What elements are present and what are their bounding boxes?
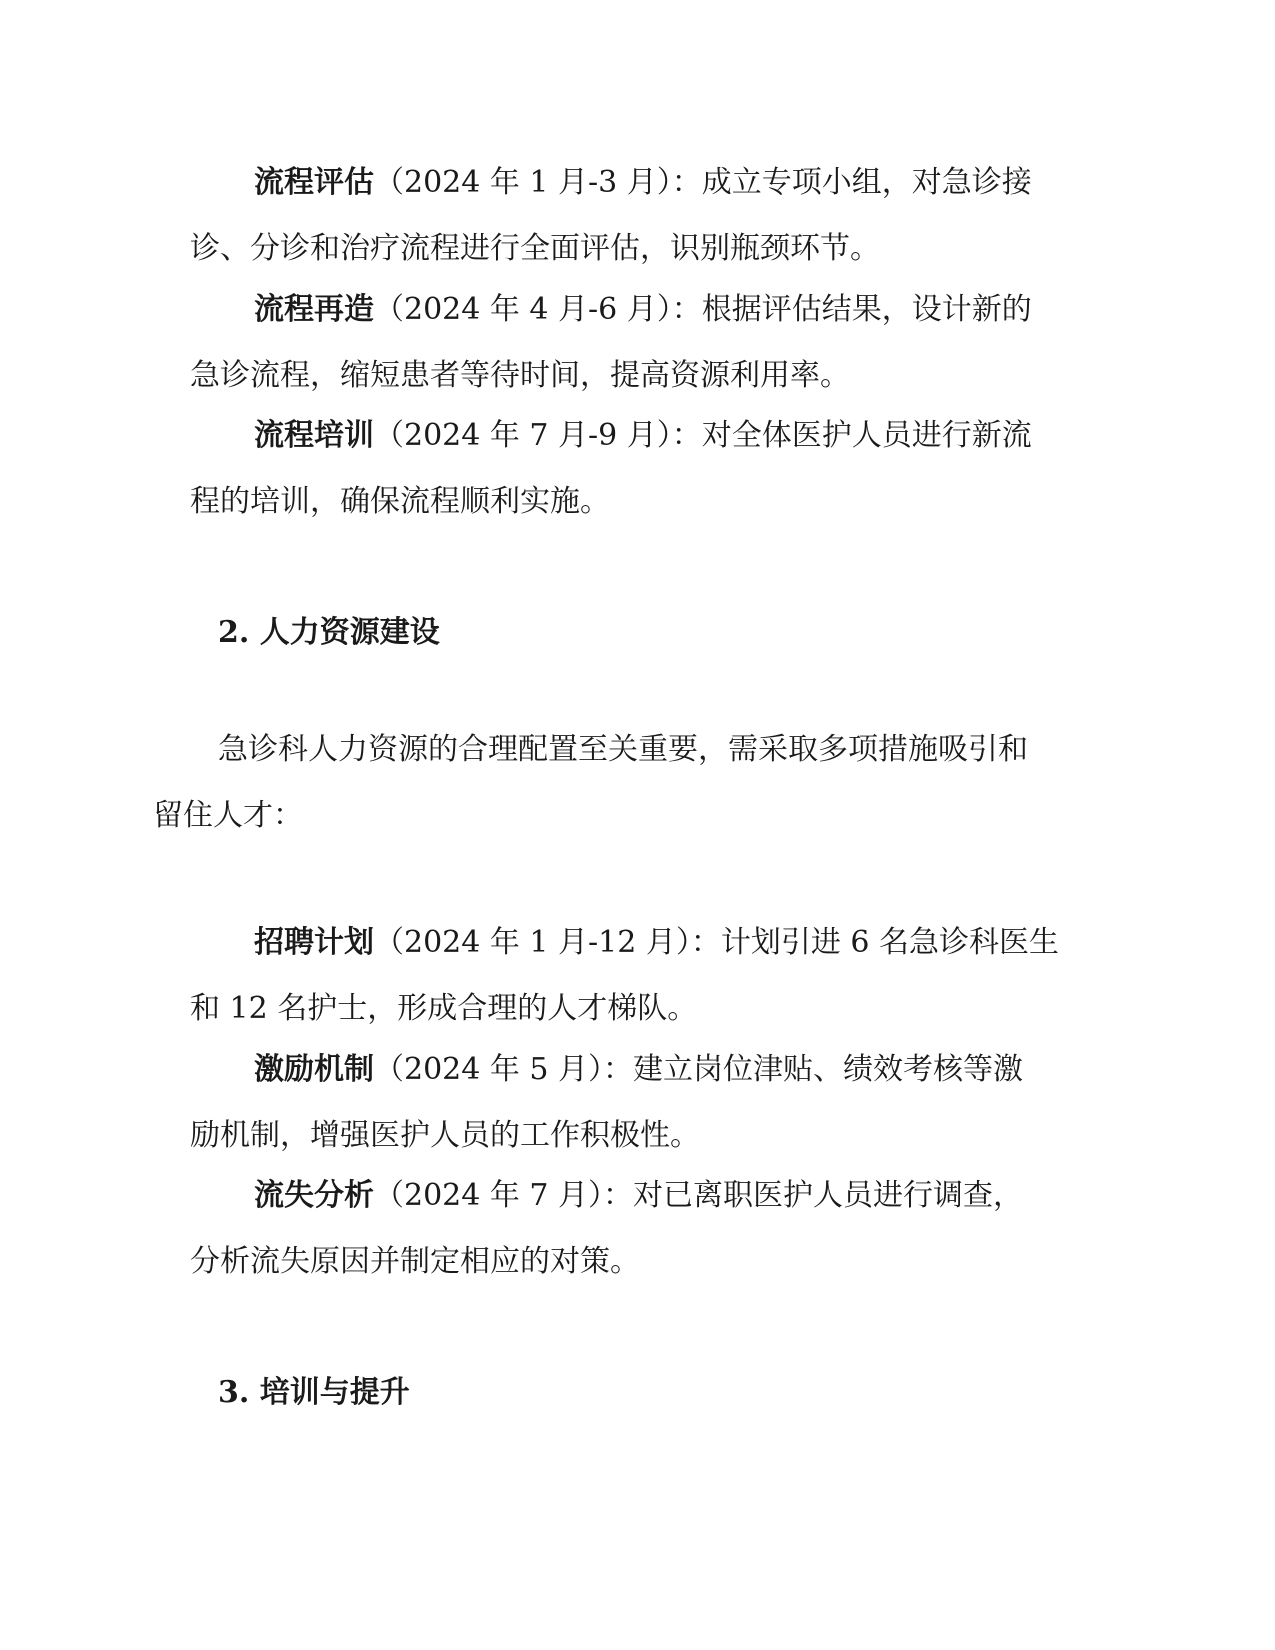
item-term: 流失分析 <box>254 1178 374 1213</box>
item-line-1 <box>190 403 1090 469</box>
recruitment-plan-item <box>190 910 1090 1042</box>
item-line-2: 分析流失原因并制定相应的对策。 <box>190 1244 640 1279</box>
incentive-mechanism-item <box>190 1037 1090 1169</box>
process-evaluation-item <box>190 150 1090 282</box>
process-training-item <box>190 403 1090 535</box>
item-line-1 <box>190 910 1090 976</box>
item-term: 激励机制 <box>254 1052 374 1087</box>
item-term: 流程评估 <box>254 165 374 200</box>
item-line-1 <box>190 150 1090 216</box>
item-text: （2024 年 1 月-12 月）：计划引进 6 名急诊科医生 <box>374 925 1060 960</box>
item-line-1 <box>190 277 1090 343</box>
section-heading-training: 3. 培训与提升 <box>218 1375 410 1410</box>
intro-line-1: 急诊科人力资源的合理配置至关重要，需采取多项措施吸引和 <box>218 732 1028 767</box>
item-text: （2024 年 5 月）：建立岗位津贴、绩效考核等激 <box>374 1052 1024 1087</box>
item-term: 流程培训 <box>254 418 374 453</box>
section-intro <box>153 717 1113 849</box>
item-term: 流程再造 <box>254 292 374 327</box>
section-heading-human-resources: 2. 人力资源建设 <box>218 615 440 650</box>
item-line-2: 程的培训，确保流程顺利实施。 <box>190 484 610 519</box>
process-reengineering-item <box>190 277 1090 409</box>
intro-line-2: 留住人才： <box>153 798 303 833</box>
item-line-1 <box>190 1163 1090 1229</box>
item-text: （2024 年 4 月-6 月）：根据评估结果，设计新的 <box>374 292 1032 327</box>
item-term: 招聘计划 <box>254 925 374 960</box>
item-line-2: 急诊流程，缩短患者等待时间，提高资源利用率。 <box>190 358 850 393</box>
item-line-2: 诊、分诊和治疗流程进行全面评估，识别瓶颈环节。 <box>190 231 880 266</box>
item-text: （2024 年 1 月-3 月）：成立专项小组，对急诊接 <box>374 165 1032 200</box>
item-line-1 <box>190 1037 1090 1103</box>
item-text: （2024 年 7 月）：对已离职医护人员进行调查， <box>374 1178 1024 1213</box>
attrition-analysis-item <box>190 1163 1090 1295</box>
item-text: （2024 年 7 月-9 月）：对全体医护人员进行新流 <box>374 418 1032 453</box>
item-line-2: 励机制，增强医护人员的工作积极性。 <box>190 1118 700 1153</box>
item-line-2: 和 12 名护士，形成合理的人才梯队。 <box>190 991 698 1026</box>
